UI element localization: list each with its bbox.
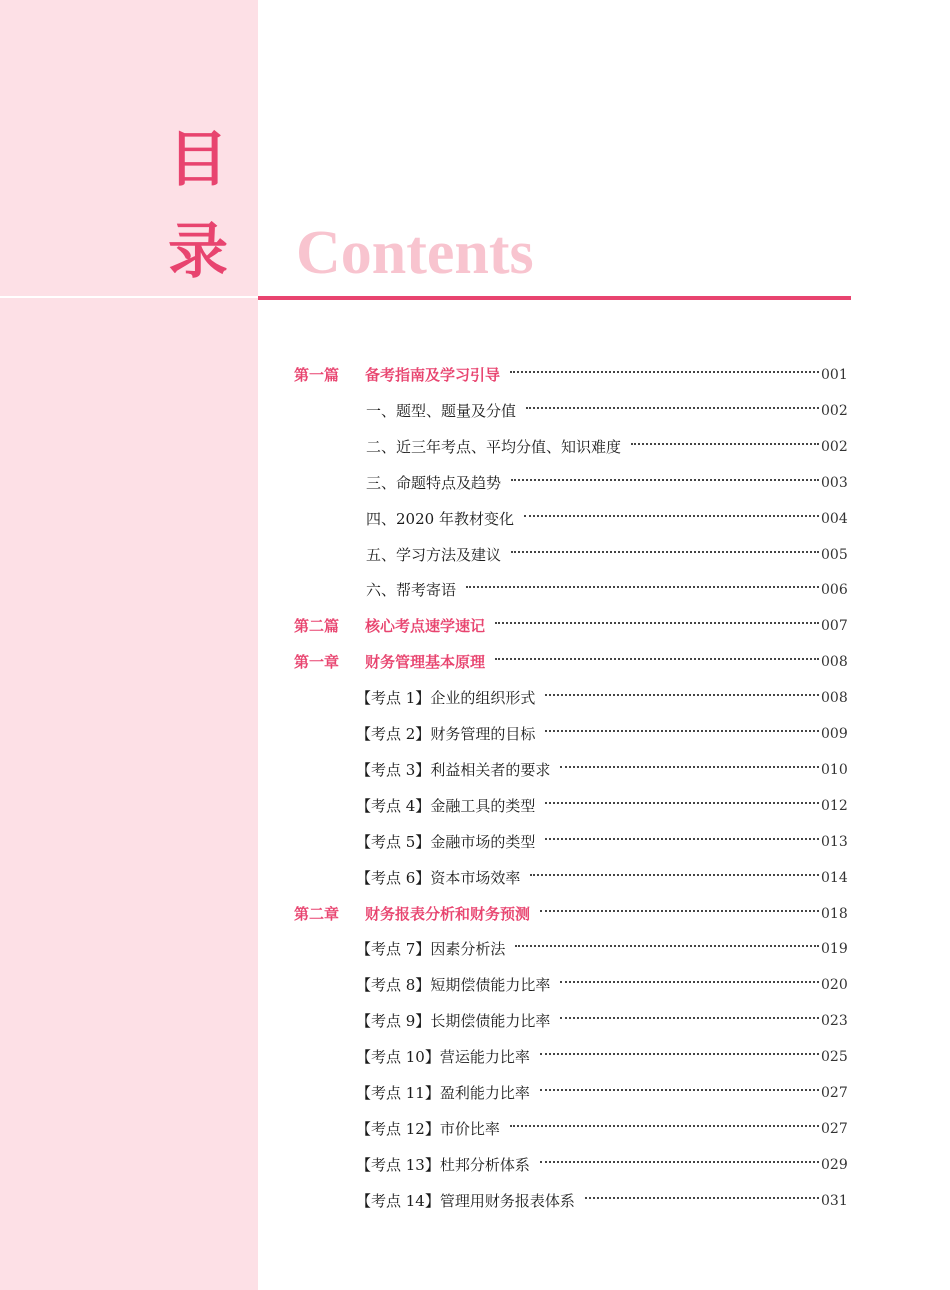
toc-leader-dots [466,586,819,588]
title-chinese-char-1: 目 [168,125,228,195]
toc-entry-title: 杜邦分析体系 [439,1155,530,1174]
toc-entry[interactable] [0,608,950,644]
toc-entry-title: 市价比率 [439,1119,500,1138]
toc-entry-title: 核心考点速学速记 [365,617,486,636]
toc-entry-title: 因素分析法 [430,940,506,959]
toc-entry-title: 四、2020 年教材变化 [366,509,514,528]
toc-entry-prefix: 第一篇 [294,366,340,384]
toc-entry[interactable] [0,644,950,680]
toc-page-number: 001 [821,367,848,383]
toc-entry-title: 管理用财务报表体系 [439,1191,575,1210]
toc-leader-dots [495,658,819,660]
toc-entry-title: 备考指南及学习引导 [365,366,501,384]
toc-entry[interactable] [0,680,950,716]
toc-page-number: 014 [821,869,848,886]
toc-leader-dots [511,551,819,553]
toc-entry-title: 三、命题特点及趋势 [366,473,502,492]
toc-leader-dots [495,622,819,624]
toc-leader-dots [545,838,819,840]
toc-leader-dots [510,1125,819,1127]
toc-entry[interactable] [0,429,950,465]
toc-page-number: 006 [821,582,848,599]
toc-entry-title: 五、学习方法及建议 [366,545,502,564]
toc-entry-title: 六、帮考寄语 [366,581,457,600]
toc-entry-tag: 【考点 6】 [356,868,431,887]
toc-leader-dots [524,515,819,517]
toc-entry-title: 金融市场的类型 [430,832,536,851]
header-rule [258,296,851,300]
toc-leader-dots [515,945,819,947]
toc-entry[interactable] [0,1039,950,1075]
toc-entry-title: 利益相关者的要求 [430,760,551,779]
toc-leader-dots [560,981,819,983]
toc-leader-dots [540,910,819,912]
toc-page-number: 008 [821,654,848,671]
title-chinese-char-2: 录 [168,217,228,287]
toc-leader-dots [540,1089,819,1091]
toc-entry[interactable] [0,752,950,788]
toc-entry-tag: 【考点 8】 [356,976,431,995]
toc-entry[interactable] [0,716,950,752]
toc-page-number: 025 [821,1049,848,1066]
toc-entry-tag: 【考点 11】 [356,1084,440,1102]
toc-page-number: 007 [821,618,848,635]
toc-page-number: 005 [821,546,848,563]
toc-entry-tag: 【考点 14】 [356,1191,440,1210]
toc-entry-title: 营运能力比率 [439,1048,530,1067]
toc-page-number: 019 [821,941,848,958]
toc-entry-title: 短期偿债能力比率 [430,976,551,995]
toc-entry-tag: 【考点 12】 [356,1119,440,1138]
toc-entry-title: 金融工具的类型 [430,796,536,815]
toc-entry[interactable] [0,824,950,860]
toc-leader-dots [545,802,819,804]
toc-leader-dots [540,1161,819,1163]
title-english: Contents [296,219,534,287]
toc-page-number: 009 [821,726,848,742]
toc-entry-tag: 【考点 7】 [356,940,431,959]
toc-entry[interactable] [0,1075,950,1111]
toc-entry-title: 财务报表分析和财务预测 [365,904,531,923]
toc-leader-dots [511,479,819,481]
toc-page-number: 027 [821,1120,848,1137]
toc-page-number: 008 [821,690,848,707]
toc-entry[interactable] [0,572,950,608]
toc-leader-dots [545,694,819,696]
toc-entry[interactable] [0,967,950,1003]
toc-page-number: 002 [821,438,848,455]
toc-entry-prefix: 第二章 [294,904,340,923]
toc-leader-dots [560,766,819,768]
toc-page-number: 020 [821,977,848,994]
toc-entry-title: 盈利能力比率 [439,1084,530,1102]
toc-entry-tag: 【考点 9】 [356,1012,431,1031]
toc-entry[interactable] [0,537,950,573]
toc-entry-tag: 【考点 2】 [356,725,431,743]
toc-entry[interactable] [0,1183,950,1219]
toc-entry-tag: 【考点 13】 [356,1155,440,1174]
toc-entry[interactable] [0,931,950,967]
left-panel-divider [0,296,258,298]
toc-page-number: 018 [821,905,848,922]
toc-entry-title: 企业的组织形式 [430,689,536,708]
toc-entry-tag: 【考点 5】 [356,832,431,851]
toc-page-number: 023 [821,1013,848,1030]
toc-entry[interactable] [0,357,950,393]
toc-entry[interactable] [0,1003,950,1039]
toc-leader-dots [560,1017,819,1019]
toc-page-number: 002 [821,402,848,419]
toc-leader-dots [585,1197,819,1199]
toc-entry[interactable] [0,896,950,932]
toc-entry-tag: 【考点 1】 [356,689,431,708]
toc-entry-tag: 【考点 4】 [356,796,431,815]
toc-leader-dots [631,443,819,445]
toc-entry[interactable] [0,788,950,824]
toc-page-number: 027 [821,1085,848,1101]
toc-leader-dots [540,1053,819,1055]
toc-entry[interactable] [0,393,950,429]
toc-page-number: 012 [821,797,848,814]
toc-page-number: 013 [821,833,848,850]
toc-entry-title: 财务管理基本原理 [365,653,486,672]
toc-entry[interactable] [0,501,950,537]
toc-entry-prefix: 第一章 [294,653,340,672]
toc-entry-tag: 【考点 10】 [356,1048,440,1067]
toc-entry[interactable] [0,1111,950,1147]
toc-page-number: 031 [821,1192,848,1209]
toc-entry-title: 二、近三年考点、平均分值、知识难度 [366,437,622,456]
toc-page-number: 010 [821,761,848,778]
toc-leader-dots [530,874,819,876]
toc-leader-dots [510,371,819,373]
toc-entry-title: 长期偿债能力比率 [430,1012,551,1031]
toc-page-number: 003 [821,474,848,491]
toc-entry-prefix: 第二篇 [294,617,340,636]
toc-entry[interactable] [0,860,950,896]
toc-entry[interactable] [0,465,950,501]
toc-page-number: 004 [821,510,848,527]
toc-entry-title: 一、题型、题量及分值 [366,401,517,420]
toc-entry-tag: 【考点 3】 [356,760,431,779]
toc-entry-title: 资本市场效率 [430,868,521,887]
toc-leader-dots [545,730,819,732]
toc-entry[interactable] [0,1147,950,1183]
toc-entry-title: 财务管理的目标 [430,725,536,743]
toc-leader-dots [526,407,819,409]
toc-page-number: 029 [821,1156,848,1173]
